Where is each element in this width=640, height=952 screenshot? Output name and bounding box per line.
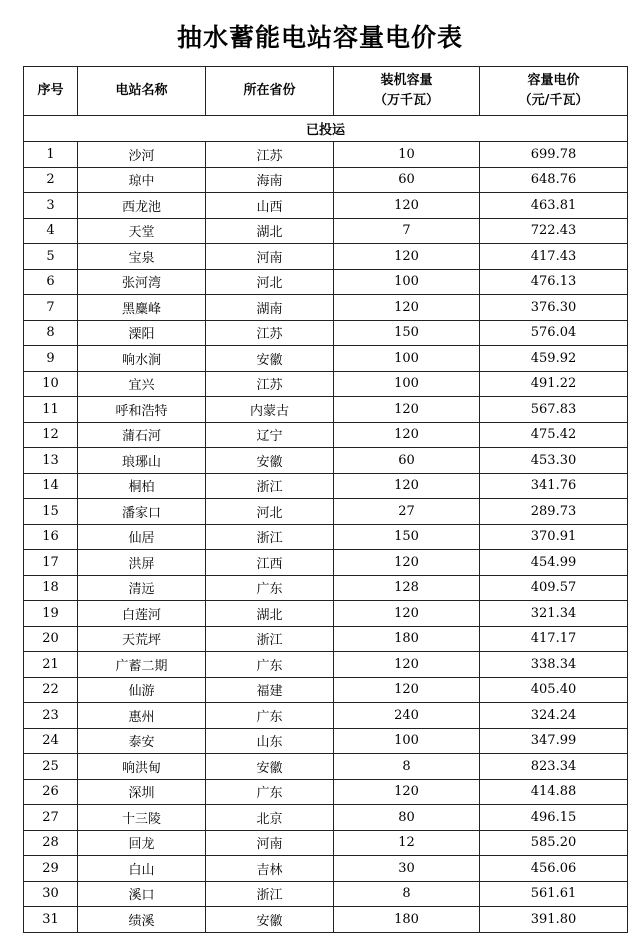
cell-station-name: 呼和浩特	[78, 397, 206, 423]
cell-price: 417.43	[480, 244, 628, 270]
table-row	[24, 320, 628, 346]
cell-no: 21	[24, 652, 78, 678]
table-row	[24, 856, 628, 882]
cell-capacity: 10	[334, 142, 480, 168]
cell-capacity: 60	[334, 448, 480, 474]
cell-station-name: 惠州	[78, 703, 206, 729]
cell-station-name: 天荒坪	[78, 626, 206, 652]
cell-station-name: 溪口	[78, 881, 206, 907]
cell-no: 8	[24, 320, 78, 346]
cell-capacity: 12	[334, 830, 480, 856]
cell-station-name: 沙河	[78, 142, 206, 168]
cell-price: 324.24	[480, 703, 628, 729]
cell-no: 27	[24, 805, 78, 831]
cell-capacity: 27	[334, 499, 480, 525]
price-table	[23, 66, 628, 933]
cell-capacity: 180	[334, 626, 480, 652]
cell-province: 山东	[206, 728, 334, 754]
cell-capacity: 120	[334, 422, 480, 448]
cell-station-name: 十三陵	[78, 805, 206, 831]
table-row	[24, 754, 628, 780]
cell-capacity: 120	[334, 652, 480, 678]
cell-capacity: 120	[334, 677, 480, 703]
cell-station-name: 天堂	[78, 218, 206, 244]
cell-province: 湖北	[206, 218, 334, 244]
table-row	[24, 830, 628, 856]
cell-capacity: 120	[334, 601, 480, 627]
table-row	[24, 677, 628, 703]
cell-price: 370.91	[480, 524, 628, 550]
cell-price: 341.76	[480, 473, 628, 499]
table-row	[24, 550, 628, 576]
cell-no: 29	[24, 856, 78, 882]
table-row	[24, 601, 628, 627]
cell-no: 19	[24, 601, 78, 627]
cell-station-name: 广蓄二期	[78, 652, 206, 678]
cell-province: 江苏	[206, 371, 334, 397]
cell-province: 湖北	[206, 601, 334, 627]
header-no: 序号	[24, 67, 78, 116]
cell-province: 江西	[206, 550, 334, 576]
cell-province: 河北	[206, 269, 334, 295]
cell-no: 24	[24, 728, 78, 754]
cell-no: 20	[24, 626, 78, 652]
cell-province: 浙江	[206, 626, 334, 652]
header-row	[24, 67, 628, 116]
cell-province: 浙江	[206, 473, 334, 499]
cell-station-name: 张河湾	[78, 269, 206, 295]
cell-station-name: 深圳	[78, 779, 206, 805]
cell-station-name: 白山	[78, 856, 206, 882]
table-row	[24, 218, 628, 244]
cell-price: 414.88	[480, 779, 628, 805]
cell-station-name: 仙居	[78, 524, 206, 550]
table-row	[24, 422, 628, 448]
cell-capacity: 150	[334, 524, 480, 550]
cell-no: 1	[24, 142, 78, 168]
cell-province: 广东	[206, 652, 334, 678]
cell-province: 安徽	[206, 448, 334, 474]
cell-province: 广东	[206, 779, 334, 805]
cell-no: 5	[24, 244, 78, 270]
table-row	[24, 448, 628, 474]
table-row	[24, 524, 628, 550]
header-price	[480, 67, 628, 116]
cell-province: 山西	[206, 193, 334, 219]
cell-no: 3	[24, 193, 78, 219]
cell-province: 江苏	[206, 320, 334, 346]
cell-province: 北京	[206, 805, 334, 831]
cell-capacity: 120	[334, 550, 480, 576]
cell-price: 289.73	[480, 499, 628, 525]
cell-price: 456.06	[480, 856, 628, 882]
cell-price: 585.20	[480, 830, 628, 856]
cell-province: 湖南	[206, 295, 334, 321]
cell-no: 17	[24, 550, 78, 576]
cell-station-name: 白莲河	[78, 601, 206, 627]
cell-capacity: 120	[334, 779, 480, 805]
cell-station-name: 响洪甸	[78, 754, 206, 780]
header-station-name: 电站名称	[78, 67, 206, 116]
cell-price: 459.92	[480, 346, 628, 372]
cell-station-name: 溧阳	[78, 320, 206, 346]
cell-price: 376.30	[480, 295, 628, 321]
cell-station-name: 绩溪	[78, 907, 206, 933]
cell-station-name: 西龙池	[78, 193, 206, 219]
cell-price: 454.99	[480, 550, 628, 576]
cell-no: 11	[24, 397, 78, 423]
cell-province: 安徽	[206, 907, 334, 933]
cell-no: 18	[24, 575, 78, 601]
cell-no: 6	[24, 269, 78, 295]
cell-province: 广东	[206, 575, 334, 601]
cell-no: 15	[24, 499, 78, 525]
cell-capacity: 100	[334, 371, 480, 397]
header-capacity-unit: （万千瓦）	[373, 93, 439, 108]
cell-no: 23	[24, 703, 78, 729]
cell-price: 561.61	[480, 881, 628, 907]
cell-no: 2	[24, 167, 78, 193]
cell-capacity: 80	[334, 805, 480, 831]
cell-capacity: 240	[334, 703, 480, 729]
cell-no: 7	[24, 295, 78, 321]
table-row	[24, 193, 628, 219]
table-row	[24, 626, 628, 652]
header-province: 所在省份	[206, 67, 334, 116]
cell-no: 16	[24, 524, 78, 550]
cell-price: 576.04	[480, 320, 628, 346]
cell-no: 30	[24, 881, 78, 907]
header-capacity	[334, 67, 480, 116]
table-row	[24, 499, 628, 525]
table-row	[24, 703, 628, 729]
cell-station-name: 洪屏	[78, 550, 206, 576]
cell-province: 安徽	[206, 754, 334, 780]
cell-no: 28	[24, 830, 78, 856]
cell-capacity: 30	[334, 856, 480, 882]
table-row	[24, 397, 628, 423]
table-row	[24, 371, 628, 397]
cell-province: 辽宁	[206, 422, 334, 448]
cell-price: 567.83	[480, 397, 628, 423]
cell-price: 648.76	[480, 167, 628, 193]
cell-no: 9	[24, 346, 78, 372]
cell-station-name: 蒲石河	[78, 422, 206, 448]
cell-station-name: 泰安	[78, 728, 206, 754]
cell-station-name: 潘家口	[78, 499, 206, 525]
cell-province: 浙江	[206, 881, 334, 907]
cell-capacity: 120	[334, 193, 480, 219]
table-row	[24, 167, 628, 193]
header-price-unit: （元/千瓦）	[518, 93, 589, 108]
table-row	[24, 575, 628, 601]
cell-no: 10	[24, 371, 78, 397]
cell-capacity: 100	[334, 346, 480, 372]
cell-capacity: 60	[334, 167, 480, 193]
cell-capacity: 120	[334, 397, 480, 423]
header-capacity-label: 装机容量	[380, 73, 433, 88]
cell-province: 海南	[206, 167, 334, 193]
cell-station-name: 回龙	[78, 830, 206, 856]
table-row	[24, 907, 628, 933]
cell-capacity: 128	[334, 575, 480, 601]
cell-province: 河南	[206, 830, 334, 856]
table-row	[24, 473, 628, 499]
cell-capacity: 120	[334, 473, 480, 499]
header-price-label: 容量电价	[527, 73, 580, 88]
table-row	[24, 269, 628, 295]
cell-price: 321.34	[480, 601, 628, 627]
section-row	[24, 116, 628, 142]
cell-province: 河北	[206, 499, 334, 525]
cell-capacity: 8	[334, 881, 480, 907]
table-row	[24, 728, 628, 754]
cell-price: 496.15	[480, 805, 628, 831]
cell-capacity: 150	[334, 320, 480, 346]
table-row	[24, 346, 628, 372]
cell-no: 31	[24, 907, 78, 933]
cell-price: 722.43	[480, 218, 628, 244]
table-row	[24, 295, 628, 321]
page-title: 抽水蓄能电站容量电价表	[176, 23, 463, 52]
cell-station-name: 响水涧	[78, 346, 206, 372]
cell-price: 491.22	[480, 371, 628, 397]
cell-capacity: 120	[334, 295, 480, 321]
cell-station-name: 宝泉	[78, 244, 206, 270]
cell-price: 391.80	[480, 907, 628, 933]
cell-price: 823.34	[480, 754, 628, 780]
cell-price: 417.17	[480, 626, 628, 652]
cell-no: 25	[24, 754, 78, 780]
cell-price: 699.78	[480, 142, 628, 168]
cell-no: 14	[24, 473, 78, 499]
table-row	[24, 142, 628, 168]
cell-price: 475.42	[480, 422, 628, 448]
table-row	[24, 779, 628, 805]
cell-capacity: 100	[334, 269, 480, 295]
section-label: 已投运	[24, 116, 628, 142]
cell-province: 安徽	[206, 346, 334, 372]
cell-capacity: 100	[334, 728, 480, 754]
cell-no: 26	[24, 779, 78, 805]
table-row	[24, 805, 628, 831]
table-row	[24, 652, 628, 678]
table-row	[24, 881, 628, 907]
cell-price: 347.99	[480, 728, 628, 754]
cell-no: 13	[24, 448, 78, 474]
cell-station-name: 仙游	[78, 677, 206, 703]
cell-capacity: 120	[334, 244, 480, 270]
cell-province: 福建	[206, 677, 334, 703]
cell-station-name: 琅琊山	[78, 448, 206, 474]
cell-province: 广东	[206, 703, 334, 729]
cell-province: 江苏	[206, 142, 334, 168]
cell-no: 4	[24, 218, 78, 244]
cell-province: 内蒙古	[206, 397, 334, 423]
cell-price: 405.40	[480, 677, 628, 703]
cell-station-name: 宜兴	[78, 371, 206, 397]
cell-price: 476.13	[480, 269, 628, 295]
cell-price: 338.34	[480, 652, 628, 678]
cell-station-name: 桐柏	[78, 473, 206, 499]
cell-no: 12	[24, 422, 78, 448]
cell-station-name: 清远	[78, 575, 206, 601]
cell-price: 463.81	[480, 193, 628, 219]
cell-station-name: 琼中	[78, 167, 206, 193]
cell-capacity: 180	[334, 907, 480, 933]
cell-price: 453.30	[480, 448, 628, 474]
table-row	[24, 244, 628, 270]
cell-capacity: 7	[334, 218, 480, 244]
cell-capacity: 8	[334, 754, 480, 780]
cell-station-name: 黑麋峰	[78, 295, 206, 321]
cell-no: 22	[24, 677, 78, 703]
cell-province: 河南	[206, 244, 334, 270]
cell-province: 浙江	[206, 524, 334, 550]
cell-province: 吉林	[206, 856, 334, 882]
cell-price: 409.57	[480, 575, 628, 601]
